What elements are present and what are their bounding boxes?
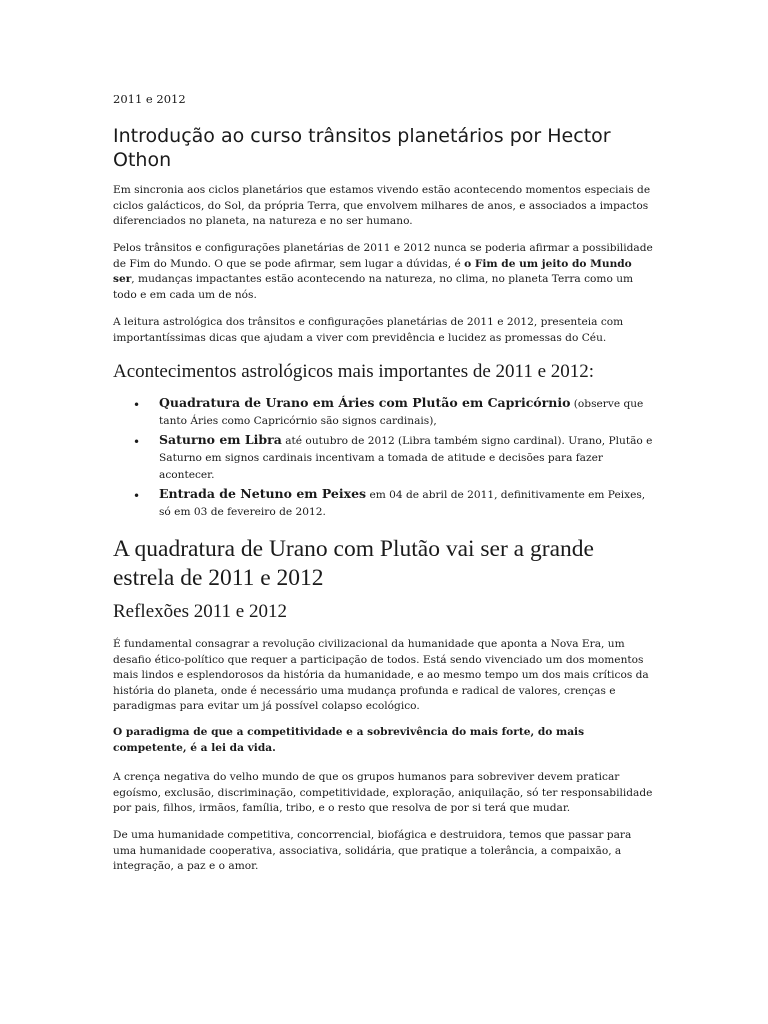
- list-item: [113, 394, 658, 430]
- date-line: 2011 e 2012: [113, 92, 186, 106]
- list-item-lead: Quadratura de Urano em Áries com Plutão em Capricórnio: [159, 395, 571, 410]
- list-item-text: até outubro de 2012 (Libra também signo cardinal). Urano, Plutão e Saturno em signos cardinais incentivam a tomada de atitude e decisões para fazer acontecer.: [159, 435, 653, 481]
- list-item: [113, 485, 658, 521]
- intro-paragraph-2-emphasis: o Fim de um jeito do Mundo ser: [113, 257, 632, 285]
- list-item-lead: Entrada de Netuno em Peixes: [159, 486, 367, 501]
- document-title: Introdução ao curso trânsitos planetários por Hector Othon: [113, 125, 611, 171]
- reflection-paragraph-3: A crença negativa do velho mundo de que os grupos humanos para sobreviver devem praticar egoísmo, exclusão, discriminação, competitividade, exploração, aniquilação, só ter responsabilidade por pais, filhos, irmãos, família, tribo, e o resto que resolva de por si terá que mudar.: [113, 771, 653, 814]
- bullet-icon: •: [133, 398, 141, 412]
- bullet-icon: •: [133, 489, 141, 503]
- reflection-paragraph-2: O paradigma de que a competitividade e a sobrevivência do mais forte, do mais competente, é a lei da vida.: [113, 726, 585, 754]
- list-item-text: em 04 de abril de 2011, definitivamente em Peixes, só em 03 de fevereiro de 2012.: [159, 489, 646, 518]
- reflection-paragraph-4: De uma humanidade competitiva, concorrencial, biofágica e destruidora, temos que passar para uma humanidade cooperativa, associativa, solidária, que pratique a tolerância, a compaixão, a integração, a paz e o amor.: [113, 829, 632, 872]
- intro-paragraph-1: Em sincronia aos ciclos planetários que estamos vivendo estão acontecendo momentos especiais de ciclos galácticos, do Sol, da própria Terra, que envolvem milhares de anos, e associados a impactos diferenciados no planeta, na natureza e no ser humano.: [113, 184, 651, 227]
- intro-paragraph-3: A leitura astrológica dos trânsitos e configurações planetárias de 2011 e 2012, presenteia com importantíssimas dicas que ajudam a viver com previdência e lucidez as promessas do Céu.: [113, 316, 624, 344]
- intro-paragraph-2-text-a: Pelos trânsitos e configurações planetárias de 2011 e 2012 nunca se poderia afirmar a possibilidade de Fim do Mundo. O que se pode afirmar, sem lugar a dúvidas, é: [113, 242, 653, 270]
- reflection-paragraph-1: É fundamental consagrar a revolução civilizacional da humanidade que aponta a Nova Era, um desafio ético-político que requer a participação de todos. Está sendo vivenciado um dos momentos mais lindos e esplendorosos da história da humanidade, e ao mesmo tempo um dos mais críticos da história do planeta, onde é necessário uma mudança profunda e radical de valores, crenças e paradigmas para evitar um já possível colapso ecológico.: [113, 638, 649, 712]
- intro-paragraph-2: [113, 241, 653, 303]
- list-item-text: (observe que tanto Áries como Capricórnio são signos cardinais),: [159, 398, 644, 427]
- section-heading: A quadratura de Urano com Plutão vai ser a grande estrela de 2011 e 2012: [113, 536, 594, 591]
- list-item: [113, 431, 658, 484]
- intro-paragraph-2-text-b: , mudanças impactantes estão acontecendo na natureza, no clima, no planeta Terra como um todo e em cada um de nós.: [113, 273, 634, 301]
- list-item-lead: Saturno em Libra: [159, 432, 282, 447]
- bullet-icon: •: [133, 435, 141, 449]
- events-heading: Acontecimentos astrológicos mais importantes de 2011 e 2012:: [113, 361, 595, 382]
- events-list: [113, 394, 658, 521]
- section-subheading: Reflexões 2011 e 2012: [113, 601, 287, 622]
